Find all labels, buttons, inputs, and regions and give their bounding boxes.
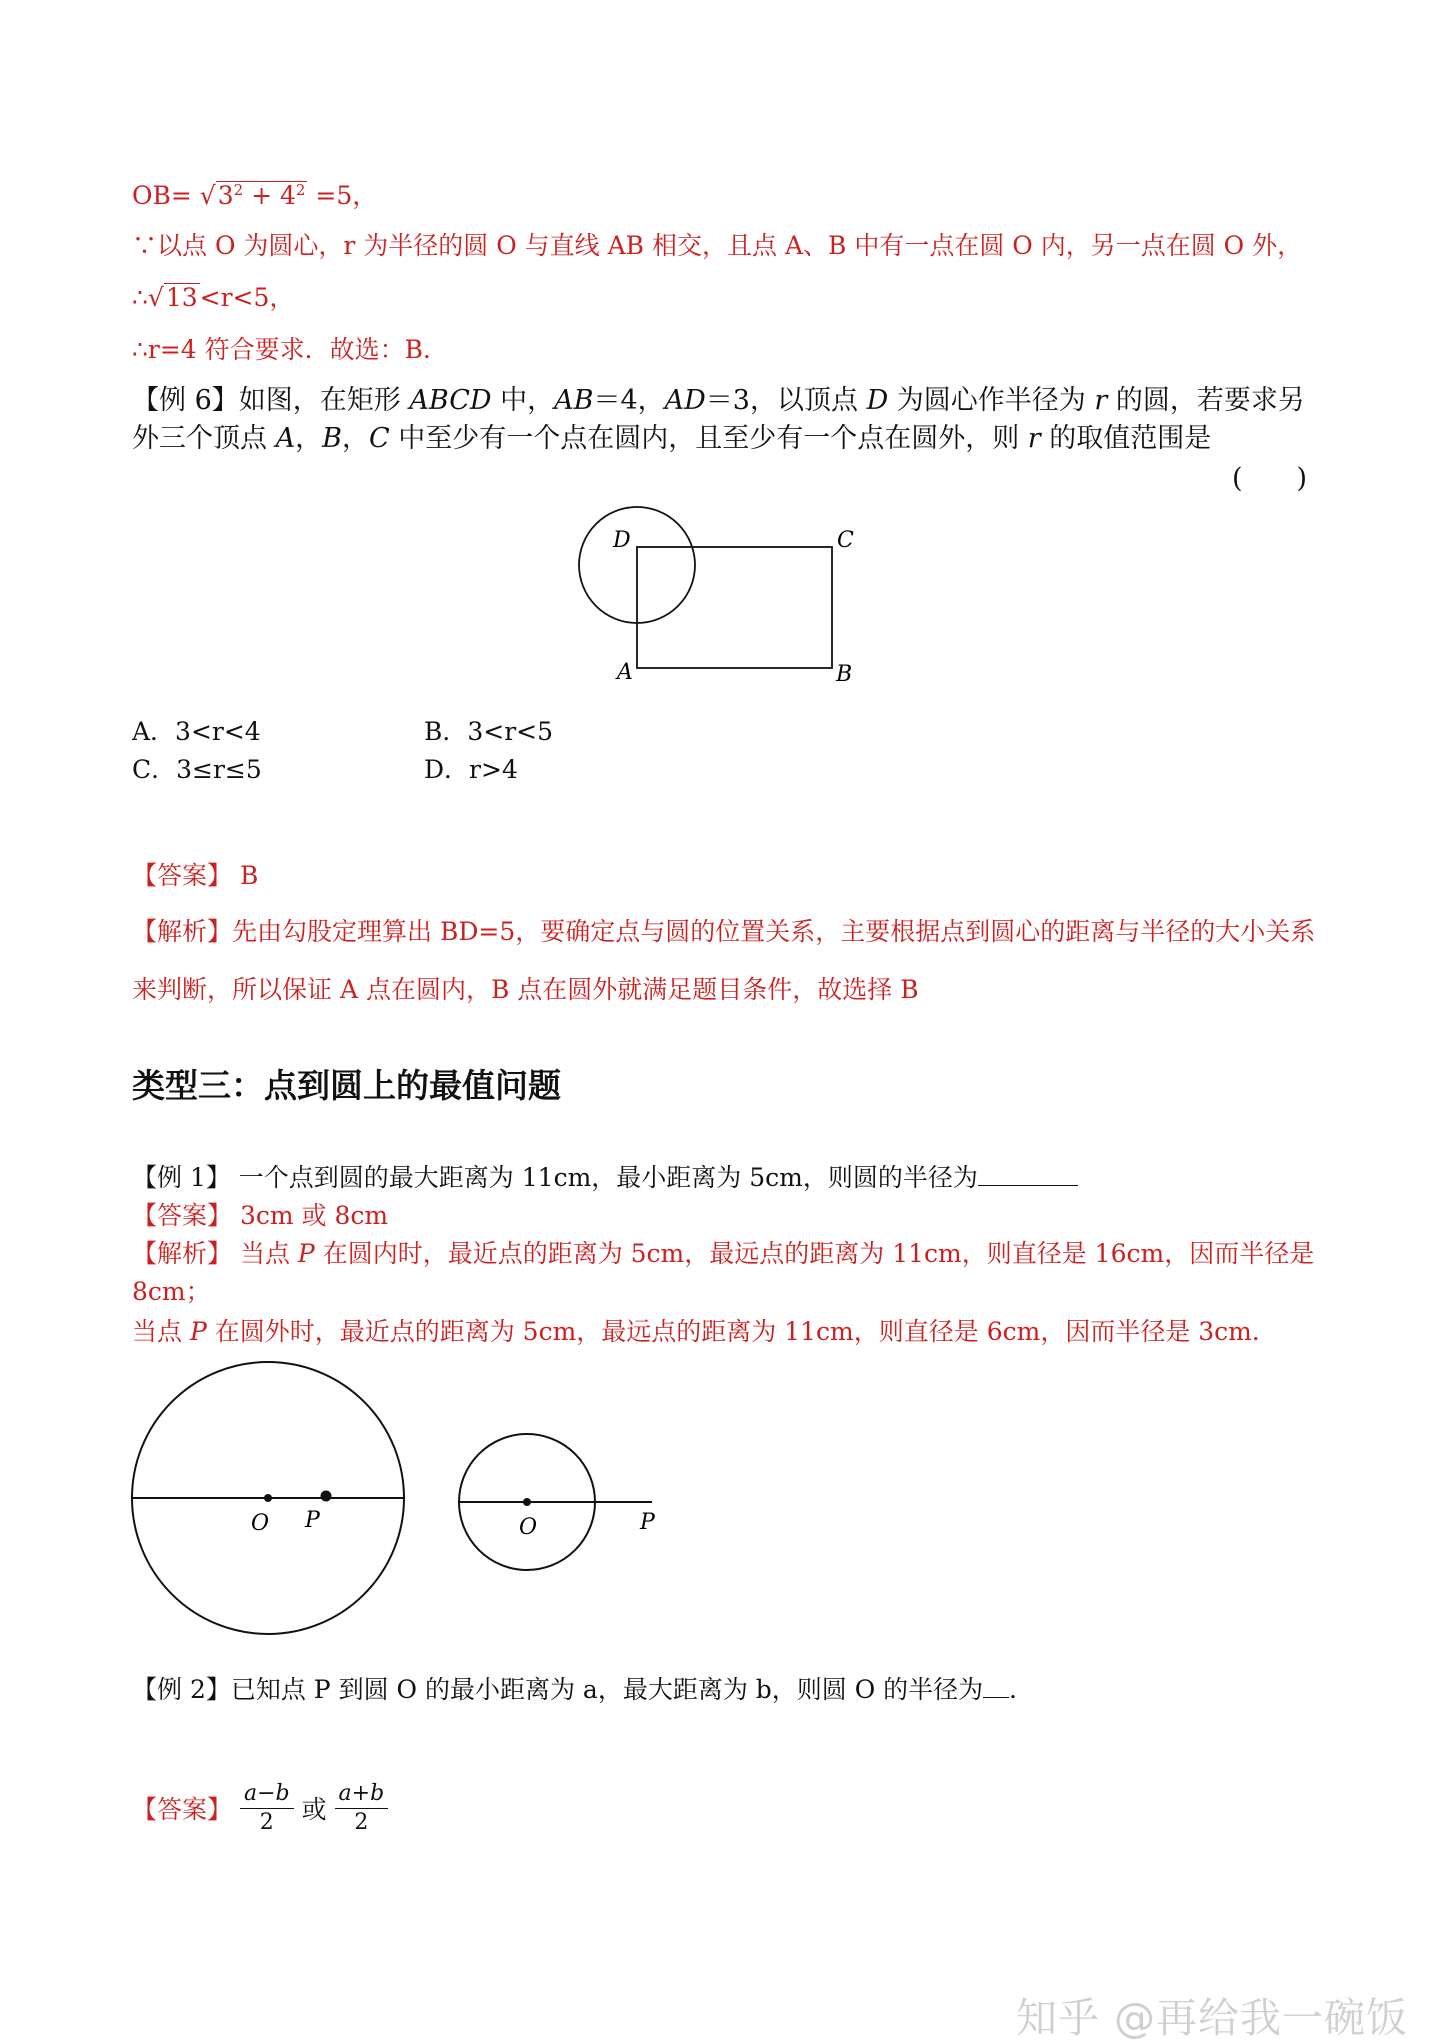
example-1-question: 【例 1】 一个点到圆的最大距离为 11cm，最小距离为 5cm，则圆的半径为 bbox=[132, 1158, 1078, 1194]
option-a: A．3<r<4 bbox=[132, 717, 261, 746]
fraction-a-minus-b: $\frac{a-b}{2}$ bbox=[240, 1780, 294, 1836]
solution-line-therefore-2: ∴r=4 符合要求．故选：B． bbox=[132, 335, 449, 364]
center-o-1 bbox=[264, 1494, 272, 1502]
option-d: D．r>4 bbox=[424, 755, 518, 784]
example-1-label: 【例 1】 bbox=[132, 1163, 231, 1192]
label-p-2: P bbox=[640, 1510, 655, 1535]
label-d: D bbox=[613, 528, 631, 553]
answer-label: 【答案】 bbox=[132, 1795, 233, 1824]
solution-line-ob: $OB= √3^2 + 4^2 =5$， bbox=[132, 181, 378, 210]
rectangle-abcd bbox=[637, 547, 832, 668]
point-p-1 bbox=[321, 1491, 332, 1502]
solution-line-because: ∵以点 O 为圆心，r 为半径的圆 O 与直线 AB 相交，且点 A、B 中有一点在圆 O 内，另一点在圆 O 外， bbox=[132, 231, 1303, 260]
example-1-answer: 【答案】 3cm 或 8cm bbox=[132, 1201, 389, 1230]
label-a: A bbox=[617, 660, 633, 685]
example-1-analysis-line-3: 当点 P 在圆外时，最近点的距离为 5cm，最远点的距离为 11cm，则直径是 6cm，因而半径是 3cm． bbox=[132, 1317, 1277, 1346]
example-1-analysis-line-2: 8cm； bbox=[132, 1277, 211, 1306]
label-p-1: P bbox=[305, 1508, 320, 1533]
answer-blank bbox=[978, 1185, 1078, 1186]
example-6-label: 【例 6】 bbox=[132, 385, 239, 416]
option-c: C．3≤r≤5 bbox=[132, 755, 262, 784]
example-2-label: 【例 2】 bbox=[132, 1675, 231, 1704]
radicand: $3^2 + 4^2$ bbox=[217, 181, 306, 210]
example-6-analysis-line-2: 来判断，所以保证 A 点在圆内，B 点在圆外就满足题目条件，故选择 B bbox=[132, 975, 919, 1004]
example-6-answer: 【答案】 B bbox=[132, 861, 259, 890]
two-circles-figure bbox=[120, 1355, 680, 1645]
answer-blank bbox=[983, 1697, 1009, 1698]
solution-line-therefore-1: ∴√13<r<5， bbox=[132, 283, 295, 312]
rectangle-circle-figure bbox=[560, 480, 880, 700]
example-2-question: 【例 2】已知点 P 到圆 O 的最小距离为 a，最大距离为 b，则圆 O 的半径为 ． bbox=[132, 1675, 1035, 1704]
label-c: C bbox=[837, 528, 854, 553]
section-heading: 类型三：点到圆上的最值问题 bbox=[132, 1066, 561, 1105]
answer-label: 【答案】 bbox=[132, 861, 233, 890]
example-2-answer: 【答案】 $\frac{a-b}{2}$ 或 $\frac{a+b}{2}$ bbox=[132, 1780, 388, 1836]
radicand: 13 bbox=[165, 283, 198, 312]
watermark: 知乎 @再给我一碗饭 bbox=[1016, 1994, 1409, 2042]
label-b: B bbox=[836, 662, 853, 687]
label-o-1: O bbox=[251, 1511, 270, 1536]
example-6-text-line-2: 外三个顶点 A，B，C 中至少有一个点在圆内，且至少有一个点在圆外，则 r 的取值范围是 bbox=[132, 423, 1212, 454]
option-b: B．3<r<5 bbox=[424, 717, 554, 746]
center-o-2 bbox=[523, 1498, 531, 1506]
answer-label: 【答案】 bbox=[132, 1201, 233, 1230]
sqrt-sign: √ bbox=[199, 181, 216, 210]
example-6-text-line-1: 【例 6】如图，在矩形 ABCD 中，AB＝4，AD＝3，以顶点 D 为圆心作半径为 r 的圆，若要求另 bbox=[132, 385, 1305, 416]
example-1-analysis-line-1: 【解析】 当点 P 在圆内时，最近点的距离为 5cm，最远点的距离为 11cm，则直径是 16cm，因而半径是 bbox=[132, 1239, 1315, 1268]
analysis-label: 【解析】 bbox=[132, 1239, 233, 1268]
example-6-analysis-line-1: 【解析】先由勾股定理算出 BD=5，要确定点与圆的位置关系，主要根据点到圆心的距离与半径的大小关系 bbox=[132, 917, 1316, 946]
answer-bracket: ( ) bbox=[1232, 463, 1308, 494]
fraction-a-plus-b: $\frac{a+b}{2}$ bbox=[335, 1780, 389, 1836]
label-o-2: O bbox=[519, 1515, 538, 1540]
analysis-label: 【解析】 bbox=[132, 917, 233, 946]
sqrt-sign: √ bbox=[147, 283, 164, 312]
